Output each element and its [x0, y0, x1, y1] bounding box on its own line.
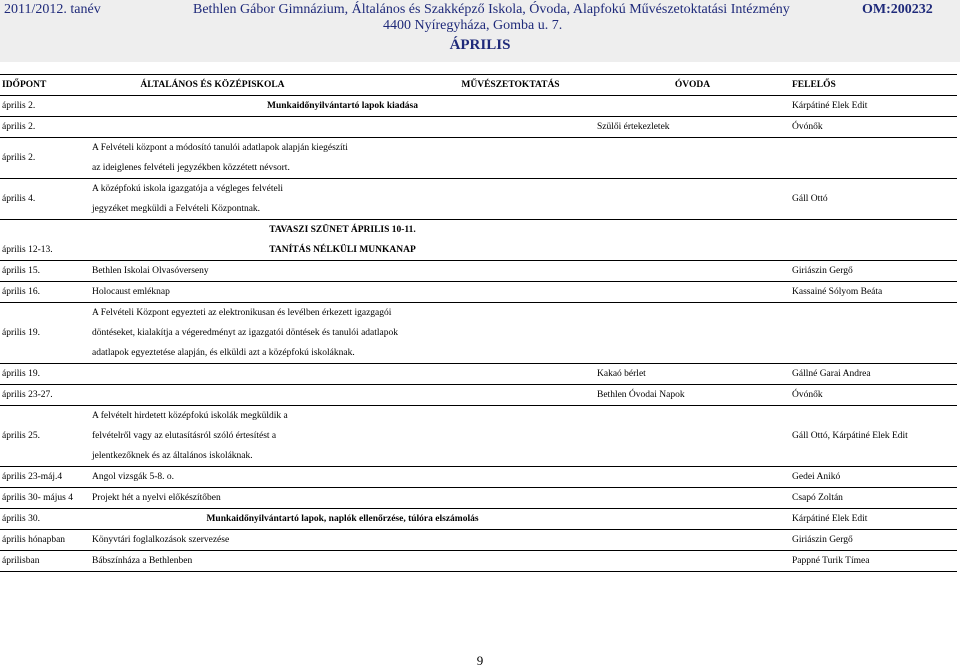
table-row: [0, 303, 957, 364]
row-responsible: Kassainé Sólyom Beáta: [790, 282, 957, 303]
table-row: [0, 179, 957, 220]
row-school: Bethlen Iskolai Olvasóverseny: [90, 261, 595, 282]
row-school-line: felvételről vagy az elutasításról szóló értesítést a: [92, 431, 277, 441]
row-school: Angol vizsgák 5-8. o.: [90, 467, 595, 488]
row-date: április 19.: [0, 364, 90, 385]
row-date: április 2.: [0, 117, 90, 138]
row-school: [90, 406, 595, 467]
row-date: április 25.: [0, 406, 90, 467]
row-date: április hónapban: [0, 530, 90, 551]
row-responsible: Giriászin Gergő: [790, 261, 957, 282]
om-code: OM:200232: [862, 2, 933, 17]
row-school: Bábszínháza a Bethlenben: [90, 551, 595, 572]
row-date: április 30.: [0, 509, 90, 530]
table-header-row: [0, 75, 957, 96]
table-row: [0, 509, 957, 530]
table-row: [0, 117, 957, 138]
row-kindergarten: [595, 240, 790, 261]
table-row: [0, 551, 957, 572]
col-school-label: ÁLTALÁNOS ÉS KÖZÉPISKOLA: [140, 80, 285, 90]
row-kindergarten: [595, 282, 790, 303]
row-date: áprilisban: [0, 551, 90, 572]
col-kindergarten: ÓVODA: [595, 75, 790, 96]
row-school: [90, 364, 595, 385]
row-kindergarten: [595, 406, 790, 467]
row-kindergarten: Szülői értekezletek: [595, 117, 790, 138]
row-kindergarten: [595, 303, 790, 364]
row-school: Könyvtári foglalkozások szervezése: [90, 530, 595, 551]
row-school: [90, 303, 595, 364]
school-year: 2011/2012. tanév: [4, 2, 101, 17]
row-responsible: Óvónők: [790, 385, 957, 406]
row-responsible: Pappné Turik Tímea: [790, 551, 957, 572]
row-kindergarten: [595, 220, 790, 241]
row-responsible: [790, 138, 957, 179]
table-row: [0, 282, 957, 303]
row-school-line: A felvételt hirdetett középfokú iskolák megküldik a: [92, 411, 288, 421]
row-date: április 4.: [0, 179, 90, 220]
table-row: [0, 467, 957, 488]
row-responsible: Gállné Garai Andrea: [790, 364, 957, 385]
month-title: ÁPRILIS: [449, 37, 511, 53]
row-responsible: Kárpátiné Elek Edit: [790, 509, 957, 530]
col-responsible: FELELŐS: [790, 75, 957, 96]
row-responsible: Csapó Zoltán: [790, 488, 957, 509]
row-kindergarten: Bethlen Óvodai Napok: [595, 385, 790, 406]
row-responsible: Gáll Ottó, Kárpátiné Elek Edit: [790, 406, 957, 467]
row-school-line: A Felvételi központ a módosító tanulói adatlapok alapján kiegészíti: [92, 143, 348, 153]
row-date: április 16.: [0, 282, 90, 303]
row-school-line: az ideiglenes felvételi jegyzékben közzétett névsort.: [92, 163, 290, 173]
col-date: IDŐPONT: [0, 75, 90, 96]
row-kindergarten: Kakaó bérlet: [595, 364, 790, 385]
table-row: [0, 138, 957, 179]
row-school-line: A Felvételi Központ egyezteti az elektronikusan és levélben érkezett igazgagói: [92, 308, 392, 318]
table-row: [0, 261, 957, 282]
row-school-line: A középfokú iskola igazgatója a végleges felvételi: [92, 184, 283, 194]
school-address: 4400 Nyíregyháza, Gomba u. 7.: [383, 18, 563, 33]
row-school-line: döntéseket, kialakítja a végeredményt az igazgatói döntések és tanulói adatlapok: [92, 328, 398, 338]
row-school-line: adatlapok egyeztetése alapján, és elküldi azt a középfokú iskoláknak.: [92, 348, 355, 358]
row-responsible: [790, 220, 957, 241]
row-date: április 15.: [0, 261, 90, 282]
table-row: [0, 406, 957, 467]
table-row: [0, 530, 957, 551]
row-school: [90, 385, 595, 406]
table-row: [0, 385, 957, 406]
row-kindergarten: [595, 467, 790, 488]
row-date: április 23-máj.4: [0, 467, 90, 488]
row-kindergarten: [595, 96, 790, 117]
row-kindergarten: [595, 509, 790, 530]
row-school: Munkaidőnyilvántartó lapok kiadása: [90, 96, 595, 117]
row-date: április 19.: [0, 303, 90, 364]
row-kindergarten: [595, 530, 790, 551]
row-school: Projekt hét a nyelvi előkészítőben: [90, 488, 595, 509]
row-responsible: Gáll Ottó: [790, 179, 957, 220]
row-responsible: Óvónők: [790, 117, 957, 138]
row-school: [90, 138, 595, 179]
row-date: április 30- május 4: [0, 488, 90, 509]
row-school: Holocaust emléknap: [90, 282, 595, 303]
col-art-label: MŰVÉSZETOKTATÁS: [461, 80, 560, 90]
row-kindergarten: [595, 551, 790, 572]
row-school: [90, 117, 595, 138]
row-school-line: jegyzéket megküldi a Felvételi Központnak.: [92, 204, 261, 214]
row-school: TAVASZI SZÜNET ÁPRILIS 10-11.: [269, 225, 416, 235]
table-row: [0, 96, 957, 117]
row-responsible: Gedei Anikó: [790, 467, 957, 488]
row-kindergarten: [595, 138, 790, 179]
table-row: [0, 220, 957, 241]
school-name: Bethlen Gábor Gimnázium, Általános és Szakképző Iskola, Óvoda, Alapfokú Művészetoktatási Intézmény: [193, 2, 790, 17]
row-responsible: Kárpátiné Elek Edit: [790, 96, 957, 117]
row-date: [0, 220, 90, 241]
row-kindergarten: [595, 261, 790, 282]
table-row: [0, 240, 957, 261]
row-school: TANÍTÁS NÉLKÜLI MUNKANAP: [90, 240, 595, 261]
table-row: [0, 364, 957, 385]
row-date: április 2.: [0, 96, 90, 117]
row-date: április 2.: [0, 138, 90, 179]
col-school: [90, 75, 595, 96]
row-school: Munkaidőnyilvántartó lapok, naplók ellenőrzése, túlóra elszámolás: [90, 509, 595, 530]
row-school-line: jelentkezőknek és az általános iskoláknak.: [92, 451, 253, 461]
row-kindergarten: [595, 488, 790, 509]
row-school: [90, 179, 595, 220]
page-number: 9: [476, 653, 484, 668]
row-kindergarten: [595, 179, 790, 220]
table-row: [0, 488, 957, 509]
row-responsible: [790, 303, 957, 364]
row-responsible: Giriászin Gergő: [790, 530, 957, 551]
row-responsible: [790, 240, 957, 261]
schedule-table: [0, 74, 957, 572]
row-date: április 12-13.: [0, 240, 90, 261]
row-date: április 23-27.: [0, 385, 90, 406]
